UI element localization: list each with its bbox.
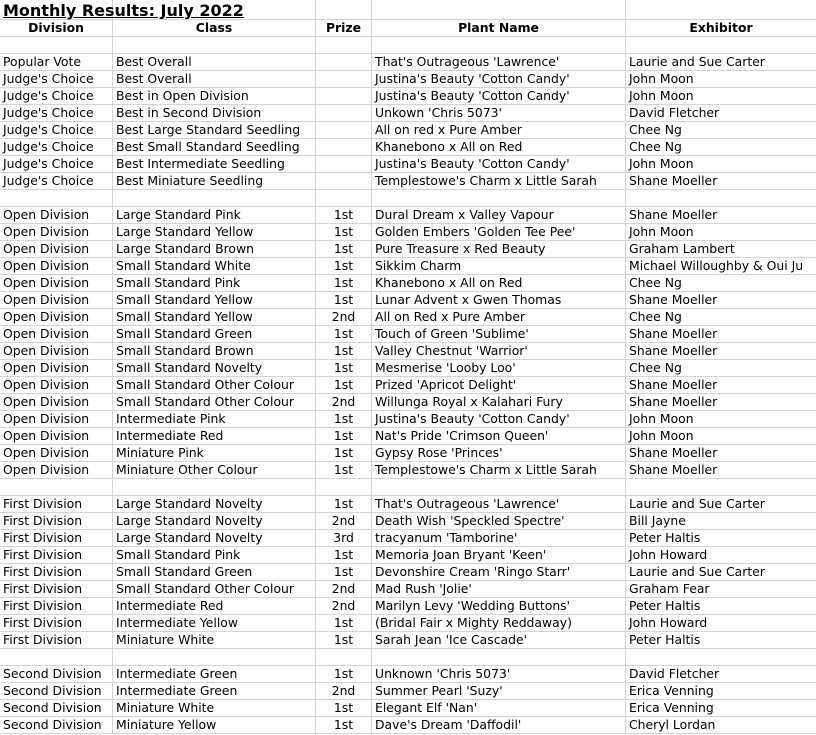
cell-class[interactable]: Small Standard Other Colour	[113, 377, 316, 394]
table-row	[0, 496, 816, 513]
cell-exhibitor[interactable]: Shane Moeller	[626, 377, 816, 394]
cell-prize[interactable]	[316, 190, 372, 207]
cell-plant-name[interactable]	[372, 479, 626, 496]
cell-plant-name[interactable]: That's Outrageous 'Lawrence'	[372, 54, 626, 71]
table-row	[0, 717, 816, 734]
cell-prize[interactable]: 1st	[316, 428, 372, 445]
cell-division[interactable]: Open Division	[0, 292, 113, 309]
cell-plant-name[interactable]: Justina's Beauty 'Cotton Candy'	[372, 71, 626, 88]
cell-plant-name[interactable]: All on Red x Pure Amber	[372, 309, 626, 326]
cell-exhibitor[interactable]: Laurie and Sue Carter	[626, 54, 816, 71]
cell-division[interactable]: Second Division	[0, 666, 113, 683]
cell-prize[interactable]: 1st	[316, 666, 372, 683]
cell-exhibitor[interactable]: David Fletcher	[626, 666, 816, 683]
cell-class[interactable]: Intermediate Red	[113, 428, 316, 445]
cell-plant-name[interactable]: Unkown 'Chris 5073'	[372, 105, 626, 122]
cell-prize[interactable]: 2nd	[316, 598, 372, 615]
cell-plant-name[interactable]: Justina's Beauty 'Cotton Candy'	[372, 156, 626, 173]
cell-class[interactable]: Small Standard Pink	[113, 275, 316, 292]
cell-class[interactable]: Large Standard Brown	[113, 241, 316, 258]
table-row	[0, 258, 816, 275]
table-row	[0, 700, 816, 717]
cell-class[interactable]: Best Miniature Seedling	[113, 173, 316, 190]
cell-class[interactable]: Intermediate Red	[113, 598, 316, 615]
table-row	[0, 37, 816, 54]
cell-division[interactable]: Open Division	[0, 462, 113, 479]
cell-prize[interactable]: 1st	[316, 564, 372, 581]
cell-prize[interactable]: 2nd	[316, 513, 372, 530]
cell-exhibitor[interactable]: Chee Ng	[626, 275, 816, 292]
cell-division[interactable]: First Division	[0, 496, 113, 513]
table-row	[0, 377, 816, 394]
cell-class[interactable]: Intermediate Green	[113, 666, 316, 683]
cell-prize[interactable]: 2nd	[316, 581, 372, 598]
table-row	[0, 71, 816, 88]
cell-plant-name[interactable]: Gypsy Rose 'Princes'	[372, 445, 626, 462]
header-prize[interactable]: Prize	[316, 20, 372, 37]
cell-exhibitor[interactable]: Shane Moeller	[626, 445, 816, 462]
cell-class[interactable]: Small Standard Yellow	[113, 309, 316, 326]
table-row	[0, 547, 816, 564]
cell-class[interactable]	[113, 190, 316, 207]
table-row	[0, 190, 816, 207]
cell-class[interactable]: Miniature Yellow	[113, 717, 316, 734]
cell-plant-name[interactable]: Justina's Beauty 'Cotton Candy'	[372, 411, 626, 428]
cell-prize[interactable]	[316, 37, 372, 54]
table-row	[0, 479, 816, 496]
cell-prize[interactable]: 2nd	[316, 394, 372, 411]
cell-plant-name[interactable]: Templestowe's Charm x Little Sarah	[372, 173, 626, 190]
cell-exhibitor[interactable]: Peter Haltis	[626, 530, 816, 547]
cell-class[interactable]: Best in Second Division	[113, 105, 316, 122]
cell-prize[interactable]	[316, 173, 372, 190]
cell-prize[interactable]	[316, 122, 372, 139]
cell-plant-name[interactable]: Prized 'Apricot Delight'	[372, 377, 626, 394]
table-row	[0, 139, 816, 156]
cell-class[interactable]: Small Standard Green	[113, 326, 316, 343]
cell-exhibitor[interactable]	[626, 37, 816, 54]
cell-prize[interactable]	[316, 88, 372, 105]
table-row	[0, 615, 816, 632]
table-row	[0, 241, 816, 258]
cell-exhibitor[interactable]: Peter Haltis	[626, 632, 816, 649]
cell-plant-name[interactable]: Devonshire Cream 'Ringo Starr'	[372, 564, 626, 581]
header-plant-name[interactable]: Plant Name	[372, 20, 626, 37]
cell-plant-name[interactable]: All on red x Pure Amber	[372, 122, 626, 139]
cell-exhibitor[interactable]: Shane Moeller	[626, 462, 816, 479]
cell-plant-name[interactable]: Mesmerise 'Looby Loo'	[372, 360, 626, 377]
cell-prize[interactable]: 1st	[316, 411, 372, 428]
cell-exhibitor[interactable]: Chee Ng	[626, 122, 816, 139]
cell-class[interactable]: Best Overall	[113, 71, 316, 88]
cell-prize[interactable]: 3rd	[316, 530, 372, 547]
cell-class[interactable]	[113, 649, 316, 666]
table-row	[0, 649, 816, 666]
table-row	[0, 530, 816, 547]
cell-exhibitor[interactable]	[626, 649, 816, 666]
cell-exhibitor[interactable]: Shane Moeller	[626, 326, 816, 343]
cell-plant-name[interactable]: Justina's Beauty 'Cotton Candy'	[372, 88, 626, 105]
title-cell[interactable]	[0, 0, 244, 20]
cell-exhibitor[interactable]: Graham Fear	[626, 581, 816, 598]
cell-class[interactable]: Small Standard Green	[113, 564, 316, 581]
table-row	[0, 309, 816, 326]
cell-exhibitor[interactable]: Erica Venning	[626, 683, 816, 700]
cell-plant-name[interactable]: Mad Rush 'Jolie'	[372, 581, 626, 598]
cell-exhibitor[interactable]: John Moon	[626, 156, 816, 173]
cell-division[interactable]: Open Division	[0, 360, 113, 377]
cell-division[interactable]: Open Division	[0, 394, 113, 411]
cell-division[interactable]: Judge's Choice	[0, 156, 113, 173]
cell-class[interactable]: Best Small Standard Seedling	[113, 139, 316, 156]
cell-class[interactable]: Large Standard Novelty	[113, 530, 316, 547]
cell-class[interactable]: Best Overall	[113, 54, 316, 71]
cell-prize[interactable]: 2nd	[316, 309, 372, 326]
cell-plant-name[interactable]: Willunga Royal x Kalahari Fury	[372, 394, 626, 411]
header-exhibitor[interactable]: Exhibitor	[626, 20, 816, 37]
title-row	[0, 0, 816, 20]
cell-class[interactable]: Best in Open Division	[113, 88, 316, 105]
cell-class[interactable]: Small Standard Novelty	[113, 360, 316, 377]
cell-plant-name[interactable]	[372, 37, 626, 54]
cell-class[interactable]	[113, 37, 316, 54]
cell-exhibitor[interactable]	[626, 479, 816, 496]
table-row	[0, 360, 816, 377]
cell-prize[interactable]: 1st	[316, 445, 372, 462]
cell-class[interactable]: Small Standard Other Colour	[113, 394, 316, 411]
cell-exhibitor[interactable]: Laurie and Sue Carter	[626, 564, 816, 581]
cell-exhibitor[interactable]: Laurie and Sue Carter	[626, 496, 816, 513]
cell-division[interactable]: Open Division	[0, 411, 113, 428]
cell-division[interactable]: Second Division	[0, 717, 113, 734]
cell-division[interactable]: Open Division	[0, 445, 113, 462]
cell-prize[interactable]: 1st	[316, 224, 372, 241]
cell-prize[interactable]: 1st	[316, 615, 372, 632]
empty-cell[interactable]	[372, 0, 626, 20]
cell-class[interactable]: Best Large Standard Seedling	[113, 122, 316, 139]
cell-exhibitor[interactable]	[626, 190, 816, 207]
cell-exhibitor[interactable]: David Fletcher	[626, 105, 816, 122]
cell-exhibitor[interactable]: Erica Venning	[626, 700, 816, 717]
header-row	[0, 20, 816, 37]
cell-exhibitor[interactable]: Shane Moeller	[626, 292, 816, 309]
cell-class[interactable]: Small Standard White	[113, 258, 316, 275]
cell-prize[interactable]	[316, 54, 372, 71]
cell-exhibitor[interactable]: Bill Jayne	[626, 513, 816, 530]
cell-exhibitor[interactable]: Shane Moeller	[626, 207, 816, 224]
cell-prize[interactable]: 1st	[316, 275, 372, 292]
cell-division[interactable]: First Division	[0, 547, 113, 564]
cell-division[interactable]: Open Division	[0, 224, 113, 241]
cell-division[interactable]: Open Division	[0, 241, 113, 258]
table-row	[0, 428, 816, 445]
table-row	[0, 598, 816, 615]
cell-division[interactable]: Judge's Choice	[0, 122, 113, 139]
cell-prize[interactable]: 2nd	[316, 683, 372, 700]
cell-prize[interactable]: 1st	[316, 207, 372, 224]
cell-class[interactable]: Miniature Pink	[113, 445, 316, 462]
cell-exhibitor[interactable]: Cheryl Lordan	[626, 717, 816, 734]
cell-division[interactable]: Open Division	[0, 326, 113, 343]
cell-prize[interactable]: 1st	[316, 343, 372, 360]
cell-plant-name[interactable]	[372, 190, 626, 207]
cell-division[interactable]: Judge's Choice	[0, 105, 113, 122]
cell-plant-name[interactable]: Unknown 'Chris 5073'	[372, 666, 626, 683]
cell-exhibitor[interactable]: Michael Willoughby & Oui Ju	[626, 258, 816, 275]
cell-prize[interactable]: 1st	[316, 700, 372, 717]
cell-exhibitor[interactable]: Chee Ng	[626, 139, 816, 156]
cell-division[interactable]	[0, 649, 113, 666]
table-row	[0, 581, 816, 598]
cell-division[interactable]: First Division	[0, 530, 113, 547]
cell-exhibitor[interactable]: John Moon	[626, 224, 816, 241]
cell-prize[interactable]: 1st	[316, 717, 372, 734]
empty-cell[interactable]	[113, 0, 316, 20]
cell-exhibitor[interactable]: Shane Moeller	[626, 343, 816, 360]
cell-division[interactable]: Open Division	[0, 258, 113, 275]
cell-plant-name[interactable]: Sikkim Charm	[372, 258, 626, 275]
cell-division[interactable]: First Division	[0, 598, 113, 615]
table-row	[0, 394, 816, 411]
cell-exhibitor[interactable]: Peter Haltis	[626, 598, 816, 615]
cell-prize[interactable]: 1st	[316, 377, 372, 394]
cell-plant-name[interactable]: Sarah Jean 'Ice Cascade'	[372, 632, 626, 649]
cell-class[interactable]: Large Standard Novelty	[113, 496, 316, 513]
cell-plant-name[interactable]: tracyanum 'Tamborine'	[372, 530, 626, 547]
table-row	[0, 411, 816, 428]
cell-division[interactable]: Open Division	[0, 207, 113, 224]
table-row	[0, 513, 816, 530]
cell-plant-name[interactable]: Nat's Pride 'Crimson Queen'	[372, 428, 626, 445]
cell-class[interactable]: Miniature White	[113, 632, 316, 649]
cell-exhibitor[interactable]: John Moon	[626, 88, 816, 105]
cell-division[interactable]	[0, 190, 113, 207]
cell-plant-name[interactable]: Lunar Advent x Gwen Thomas	[372, 292, 626, 309]
cell-plant-name[interactable]: Golden Embers 'Golden Tee Pee'	[372, 224, 626, 241]
empty-cell[interactable]	[316, 0, 372, 20]
cell-class[interactable]: Small Standard Pink	[113, 547, 316, 564]
table-row	[0, 224, 816, 241]
cell-division[interactable]: Popular Vote	[0, 54, 113, 71]
cell-division[interactable]: Judge's Choice	[0, 71, 113, 88]
cell-class[interactable]: Intermediate Green	[113, 683, 316, 700]
table-row	[0, 462, 816, 479]
cell-prize[interactable]	[316, 479, 372, 496]
empty-cell[interactable]	[626, 0, 816, 20]
cell-exhibitor[interactable]: John Moon	[626, 428, 816, 445]
cell-division[interactable]: Judge's Choice	[0, 139, 113, 156]
cell-prize[interactable]	[316, 71, 372, 88]
table-row	[0, 105, 816, 122]
table-row	[0, 343, 816, 360]
cell-plant-name[interactable]: Dave's Dream 'Daffodil'	[372, 717, 626, 734]
cell-exhibitor[interactable]: Shane Moeller	[626, 173, 816, 190]
cell-exhibitor[interactable]: Shane Moeller	[626, 394, 816, 411]
cell-class[interactable]: Small Standard Brown	[113, 343, 316, 360]
cell-plant-name[interactable]: Memoria Joan Bryant 'Keen'	[372, 547, 626, 564]
cell-class[interactable]: Miniature White	[113, 700, 316, 717]
cell-prize[interactable]: 1st	[316, 632, 372, 649]
cell-division[interactable]: Open Division	[0, 343, 113, 360]
cell-class[interactable]	[113, 479, 316, 496]
sheet-title: Monthly Results: July 2022	[3, 1, 244, 20]
cell-division[interactable]: First Division	[0, 632, 113, 649]
cell-prize[interactable]	[316, 649, 372, 666]
cell-plant-name[interactable]: Templestowe's Charm x Little Sarah	[372, 462, 626, 479]
cell-division[interactable]: Second Division	[0, 700, 113, 717]
cell-exhibitor[interactable]: John Howard	[626, 547, 816, 564]
table-row	[0, 88, 816, 105]
cell-division[interactable]: Second Division	[0, 683, 113, 700]
cell-class[interactable]: Best Intermediate Seedling	[113, 156, 316, 173]
cell-class[interactable]: Small Standard Other Colour	[113, 581, 316, 598]
cell-division[interactable]: Judge's Choice	[0, 88, 113, 105]
cell-prize[interactable]: 1st	[316, 326, 372, 343]
cell-exhibitor[interactable]: Chee Ng	[626, 360, 816, 377]
table-row	[0, 632, 816, 649]
cell-division[interactable]: Open Division	[0, 309, 113, 326]
cell-class[interactable]: Large Standard Pink	[113, 207, 316, 224]
cell-prize[interactable]: 1st	[316, 360, 372, 377]
cell-exhibitor[interactable]: Chee Ng	[626, 309, 816, 326]
cell-class[interactable]: Intermediate Pink	[113, 411, 316, 428]
table-row	[0, 156, 816, 173]
cell-prize[interactable]: 1st	[316, 241, 372, 258]
cell-prize[interactable]	[316, 156, 372, 173]
table-row	[0, 683, 816, 700]
cell-exhibitor[interactable]: John Howard	[626, 615, 816, 632]
cell-plant-name[interactable]: Touch of Green 'Sublime'	[372, 326, 626, 343]
table-row	[0, 173, 816, 190]
cell-plant-name[interactable]: Khanebono x All on Red	[372, 139, 626, 156]
table-row	[0, 275, 816, 292]
cell-prize[interactable]: 1st	[316, 496, 372, 513]
table-row	[0, 564, 816, 581]
cell-plant-name[interactable]	[372, 649, 626, 666]
table-row	[0, 292, 816, 309]
cell-class[interactable]: Intermediate Yellow	[113, 615, 316, 632]
cell-plant-name[interactable]: Pure Treasure x Red Beauty	[372, 241, 626, 258]
cell-division[interactable]: First Division	[0, 513, 113, 530]
cell-class[interactable]: Large Standard Yellow	[113, 224, 316, 241]
cell-division[interactable]	[0, 479, 113, 496]
cell-exhibitor[interactable]: John Moon	[626, 411, 816, 428]
cell-plant-name[interactable]: Elegant Elf 'Nan'	[372, 700, 626, 717]
table-row	[0, 207, 816, 224]
cell-prize[interactable]: 1st	[316, 462, 372, 479]
cell-prize[interactable]	[316, 139, 372, 156]
cell-class[interactable]: Miniature Other Colour	[113, 462, 316, 479]
cell-plant-name[interactable]: Dural Dream x Valley Vapour	[372, 207, 626, 224]
cell-division[interactable]: Open Division	[0, 377, 113, 394]
cell-plant-name[interactable]: (Bridal Fair x Mighty Reddaway)	[372, 615, 626, 632]
cell-exhibitor[interactable]: Graham Lambert	[626, 241, 816, 258]
cell-division[interactable]: Open Division	[0, 428, 113, 445]
table-row	[0, 122, 816, 139]
cell-plant-name[interactable]: Death Wish 'Speckled Spectre'	[372, 513, 626, 530]
cell-plant-name[interactable]: Khanebono x All on Red	[372, 275, 626, 292]
table-row	[0, 445, 816, 462]
cell-class[interactable]: Small Standard Yellow	[113, 292, 316, 309]
cell-class[interactable]: Large Standard Novelty	[113, 513, 316, 530]
table-row	[0, 326, 816, 343]
cell-prize[interactable]: 1st	[316, 292, 372, 309]
cell-prize[interactable]: 1st	[316, 258, 372, 275]
header-division[interactable]: Division	[0, 20, 113, 37]
cell-division[interactable]: Judge's Choice	[0, 173, 113, 190]
cell-division[interactable]: Open Division	[0, 275, 113, 292]
header-class[interactable]: Class	[113, 20, 316, 37]
cell-division[interactable]	[0, 37, 113, 54]
cell-plant-name[interactable]: That's Outrageous 'Lawrence'	[372, 496, 626, 513]
cell-exhibitor[interactable]: John Moon	[626, 71, 816, 88]
cell-plant-name[interactable]: Marilyn Levy 'Wedding Buttons'	[372, 598, 626, 615]
cell-prize[interactable]	[316, 105, 372, 122]
cell-division[interactable]: First Division	[0, 581, 113, 598]
table-row	[0, 666, 816, 683]
cell-division[interactable]: First Division	[0, 564, 113, 581]
cell-plant-name[interactable]: Summer Pearl 'Suzy'	[372, 683, 626, 700]
cell-division[interactable]: First Division	[0, 615, 113, 632]
table-row	[0, 54, 816, 71]
cell-prize[interactable]: 1st	[316, 547, 372, 564]
cell-plant-name[interactable]: Valley Chestnut 'Warrior'	[372, 343, 626, 360]
